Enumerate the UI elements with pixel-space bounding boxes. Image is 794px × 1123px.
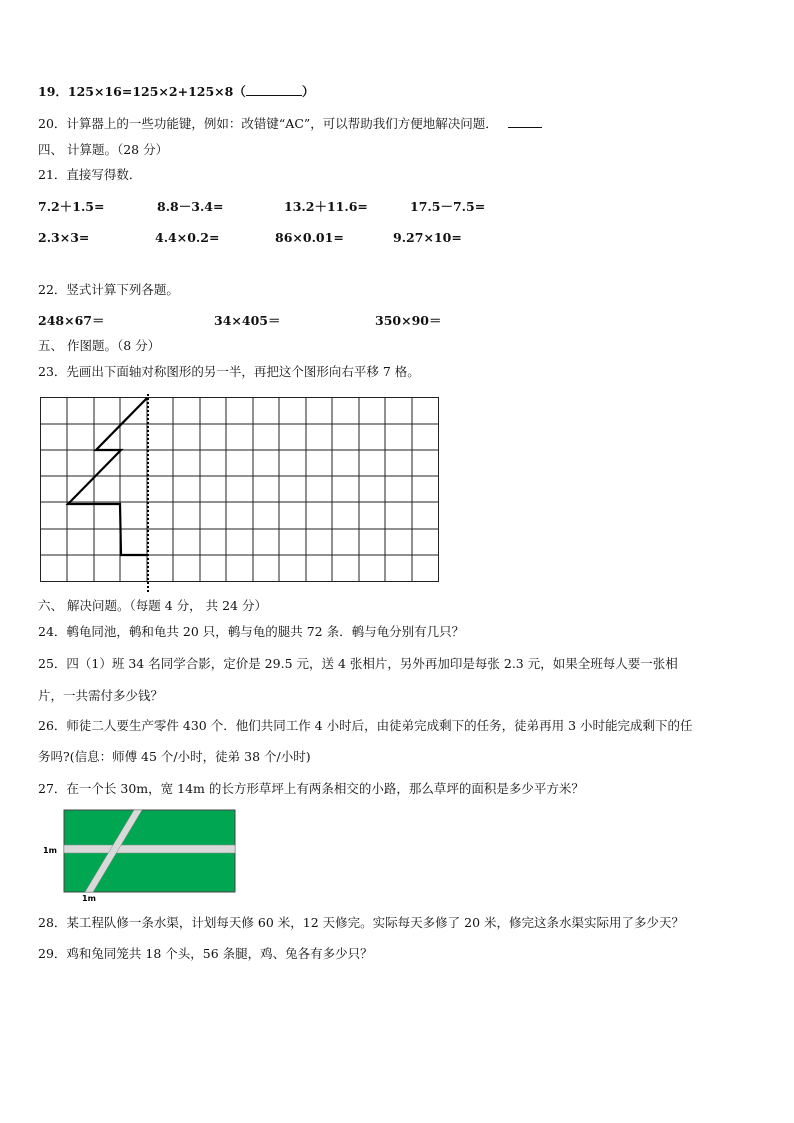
expression: 9.27×10= (393, 230, 462, 245)
question-21: 21．直接写得数． (38, 167, 142, 182)
question-28: 28．某工程队修一条水渠，计划每天修 60 米，12 天修完。实际每天多修了 20 米，修完这条水渠实际用了多少天？ (38, 915, 684, 930)
question-20: 20．计算器上的一些功能键，例如：改错键“AC”，可以帮助我们方便地解决问题． (38, 116, 542, 132)
section-4-heading: 四、 计算题。（28 分） (38, 142, 169, 157)
question-29: 29．鸡和兔同笼共 18 个头，56 条腿，鸡、兔各有多少只？ (38, 946, 373, 961)
q22-row (38, 313, 638, 329)
question-26-line-1: 26．师徒二人要生产零件 430 个．他们共同工作 4 小时后，由徒弟完成剩下的任务，徒弟再用 3 小时能完成剩下的任 (38, 718, 693, 733)
expression: 8.8－3.4= (157, 199, 224, 214)
expression: 86×0.01= (275, 230, 344, 245)
question-26-line-2: 务吗?(信息：师傅 45 个/小时，徒弟 38 个/小时) (38, 749, 311, 764)
expression: 7.2＋1.5= (38, 199, 105, 214)
section-5-heading: 五、 作图题。（8 分） (38, 338, 161, 353)
expression: 17.5－7.5= (410, 199, 486, 214)
path-width-label-bottom: 1m (82, 894, 96, 903)
question-27: 27．在一个长 30m，宽 14m 的长方形草坪上有两条相交的小路，那么草坪的面积是多少平方米？ (38, 781, 584, 796)
question-24: 24．鹌龟同池，鹌和龟共 20 只，鹌与龟的腿共 72 条．鹌与龟分别有几只？ (38, 624, 465, 639)
question-25-line-2: 片，一共需付多少钱？ (38, 688, 164, 703)
section-6-heading: 六、 解决问题。（每题 4 分， 共 24 分） (38, 598, 267, 613)
expression: 34×405＝ (214, 313, 281, 328)
horizontal-path (64, 845, 235, 853)
question-25-line-1: 25．四（1）班 34 名同学合影，定价是 29.5 元，送 4 张相片，另外再加印是每张 2.3 元，如果全班每人要一张相 (38, 656, 678, 671)
symmetry-grid-figure (38, 394, 442, 594)
answer-blank[interactable] (246, 95, 302, 96)
answer-blank[interactable] (508, 127, 542, 128)
expression: 248×67＝ (38, 313, 105, 328)
expression: 13.2＋11.6= (284, 199, 368, 214)
question-19: 19．125×16=125×2+125×8（ ） (38, 84, 315, 99)
q21-row-2 (38, 230, 638, 246)
lawn-figure (40, 806, 240, 903)
expression: 350×90＝ (375, 313, 442, 328)
q21-row-1 (38, 199, 638, 215)
question-22: 22．竖式计算下列各题。 (38, 282, 179, 297)
path-width-label-left: 1m (43, 846, 57, 855)
question-23: 23．先画出下面轴对称图形的另一半，再把这个图形向右平移 7 格。 (38, 364, 420, 379)
expression: 4.4×0.2= (155, 230, 220, 245)
grid-lines (41, 398, 439, 582)
expression: 2.3×3= (38, 230, 90, 245)
